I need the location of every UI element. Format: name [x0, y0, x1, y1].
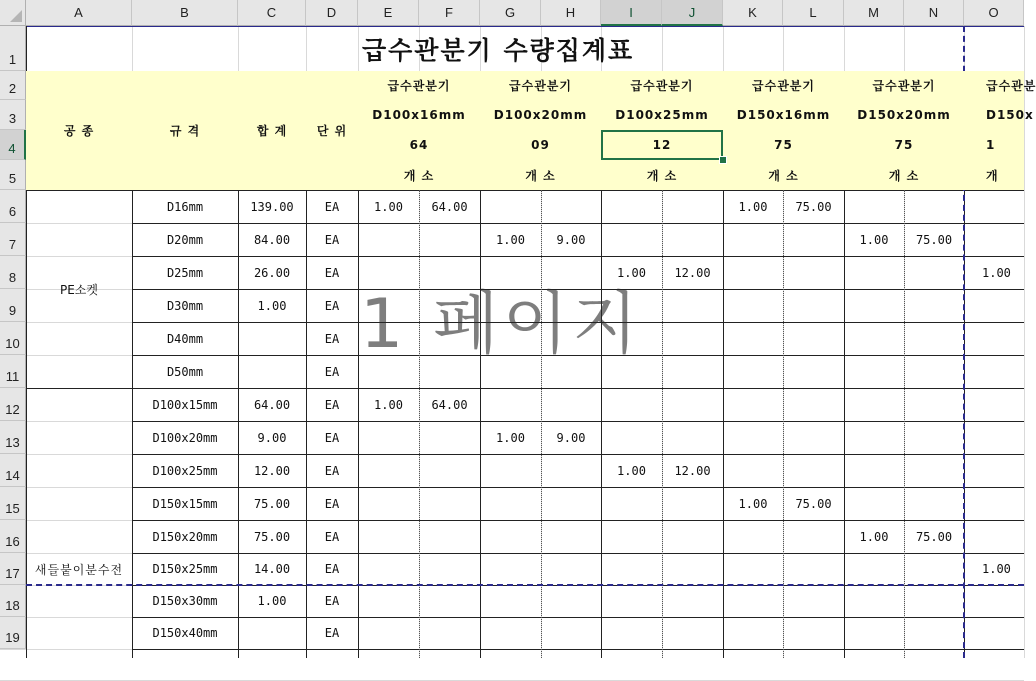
group-unit-2: 개 소 — [480, 160, 601, 190]
value-cell — [358, 617, 419, 649]
value-cell — [419, 421, 480, 454]
value-cell — [783, 388, 844, 421]
value-cell — [662, 223, 723, 256]
value-cell — [358, 223, 419, 256]
value-cell — [964, 520, 1024, 553]
spec-cell: D20mm — [166, 232, 204, 247]
value-cell — [964, 454, 1024, 487]
group-name-6: 급수관분 — [964, 71, 1024, 100]
row-header-14[interactable]: 14 — [0, 454, 26, 487]
value-cell — [601, 617, 662, 649]
value-cell — [419, 487, 480, 520]
group-unit-6: 개 — [964, 160, 1024, 190]
value-cell — [723, 289, 783, 322]
group-unit-3: 개 소 — [601, 160, 723, 190]
group-count-6: 1 — [964, 130, 1024, 160]
group-name-4: 급수관분기 — [723, 71, 844, 100]
value-cell — [419, 454, 480, 487]
value-cell — [904, 487, 964, 520]
value-cell: 75.00 — [915, 529, 953, 544]
value-cell — [541, 553, 601, 585]
value-cell — [844, 190, 904, 223]
value-cell — [358, 421, 419, 454]
column-header-N[interactable]: N — [904, 0, 964, 26]
value-cell — [964, 322, 1024, 355]
group-size-6: D150x — [964, 100, 1024, 130]
value-cell — [783, 585, 844, 617]
sheet-title: 급수관분기 수량집계표 — [362, 35, 635, 65]
value-cell — [783, 421, 844, 454]
total-cell: 139.00 — [250, 199, 294, 214]
value-cell — [904, 421, 964, 454]
spec-cell: D100x25mm — [152, 463, 218, 478]
group-name-1: 급수관분기 — [358, 71, 480, 100]
value-cell — [601, 585, 662, 617]
value-cell: 75.00 — [795, 496, 832, 511]
spec-cell: D25mm — [166, 265, 204, 280]
value-cell: 9.00 — [556, 430, 586, 445]
select-all-corner[interactable] — [0, 0, 26, 26]
group-count-5: 75 — [844, 130, 964, 160]
value-cell — [964, 585, 1024, 617]
group-count-4: 75 — [723, 130, 844, 160]
column-header-C[interactable]: C — [238, 0, 306, 26]
value-cell — [662, 190, 723, 223]
value-cell — [844, 388, 904, 421]
value-cell — [601, 190, 662, 223]
value-cell — [783, 289, 844, 322]
header-total: 합 계 — [238, 71, 306, 190]
row-header-17[interactable]: 17 — [0, 553, 26, 585]
column-header-E[interactable]: E — [358, 0, 419, 26]
value-cell — [662, 289, 723, 322]
value-cell — [844, 585, 904, 617]
spec-cell: D40mm — [166, 331, 204, 346]
value-cell: 75.00 — [795, 199, 832, 214]
spec-cell: D150x40mm — [152, 626, 218, 640]
column-header-B[interactable]: B — [132, 0, 238, 26]
value-cell — [358, 454, 419, 487]
value-cell — [783, 223, 844, 256]
value-cell: 75.00 — [915, 232, 953, 247]
value-cell — [783, 256, 844, 289]
row-header-5[interactable]: 5 — [0, 160, 26, 190]
value-cell — [480, 190, 541, 223]
group-unit-5: 개 소 — [844, 160, 964, 190]
value-cell — [541, 585, 601, 617]
spec-cell: D30mm — [166, 298, 204, 313]
group-name-2: 급수관분기 — [480, 71, 601, 100]
value-cell — [964, 487, 1024, 520]
page-watermark: 1 페이지 — [360, 285, 642, 364]
value-cell: 1.00 — [738, 496, 768, 511]
value-cell — [662, 421, 723, 454]
value-cell — [904, 553, 964, 585]
value-cell — [480, 454, 541, 487]
value-cell — [783, 520, 844, 553]
value-cell — [723, 520, 783, 553]
value-cell — [662, 487, 723, 520]
value-cell: 1.00 — [859, 529, 889, 544]
group-count-2: 09 — [480, 130, 601, 160]
value-cell — [904, 617, 964, 649]
value-cell — [419, 617, 480, 649]
row-header-12[interactable]: 12 — [0, 388, 26, 421]
value-cell — [723, 322, 783, 355]
value-cell — [662, 355, 723, 388]
total-cell: 75.00 — [253, 496, 291, 511]
value-cell — [541, 487, 601, 520]
value-cell — [844, 421, 904, 454]
column-header-M[interactable]: M — [844, 0, 904, 26]
value-cell — [601, 520, 662, 553]
value-cell: 1.00 — [738, 199, 768, 214]
total-cell — [238, 355, 306, 388]
unit-cell: EA — [324, 397, 340, 412]
value-cell — [662, 322, 723, 355]
column-header-L[interactable]: L — [783, 0, 844, 26]
value-cell — [358, 487, 419, 520]
value-cell: 1.00 — [859, 232, 889, 247]
value-cell — [964, 223, 1024, 256]
column-header-A[interactable]: A — [26, 0, 132, 26]
total-cell: 84.00 — [253, 232, 291, 247]
value-cell — [601, 388, 662, 421]
value-cell — [844, 454, 904, 487]
selection-fill-handle[interactable] — [719, 156, 727, 164]
value-cell — [904, 256, 964, 289]
group-count-3: 12 — [601, 130, 723, 160]
value-cell — [783, 617, 844, 649]
row-header-18[interactable]: 18 — [0, 585, 26, 617]
value-cell — [783, 355, 844, 388]
value-cell — [541, 454, 601, 487]
spec-cell: D100x15mm — [152, 397, 218, 412]
selection-box — [601, 130, 723, 160]
row-header-6[interactable]: 6 — [0, 190, 26, 223]
category-label: 새들붙이분수전 — [34, 562, 124, 577]
column-header-F[interactable]: F — [419, 0, 480, 26]
unit-cell: EA — [324, 298, 340, 313]
header-spec: 규 격 — [132, 71, 238, 190]
value-cell — [723, 617, 783, 649]
unit-cell: EA — [324, 463, 340, 478]
unit-cell: EA — [324, 364, 340, 379]
value-cell — [723, 585, 783, 617]
value-cell — [904, 322, 964, 355]
unit-cell: EA — [324, 265, 340, 280]
value-cell — [480, 388, 541, 421]
value-cell — [358, 585, 419, 617]
spec-cell: D150x25mm — [152, 562, 218, 576]
value-cell: 1.00 — [617, 463, 646, 478]
value-cell — [904, 388, 964, 421]
row-header-11[interactable]: 11 — [0, 355, 26, 388]
value-cell: 1.00 — [496, 430, 525, 445]
value-cell: 1.00 — [982, 265, 1011, 280]
row-header-1[interactable]: 1 — [0, 26, 26, 71]
value-cell — [964, 421, 1024, 454]
total-cell — [238, 617, 306, 649]
value-cell — [844, 322, 904, 355]
table-border — [26, 388, 132, 389]
value-cell — [723, 553, 783, 585]
column-header-J[interactable]: J — [662, 0, 723, 26]
value-cell: 64.00 — [431, 397, 468, 412]
column-header-I[interactable]: I — [601, 0, 662, 26]
value-cell — [964, 355, 1024, 388]
value-cell: 1.00 — [374, 199, 403, 214]
row-header-2[interactable]: 2 — [0, 71, 26, 100]
value-cell — [662, 520, 723, 553]
value-cell — [541, 388, 601, 421]
value-cell — [480, 487, 541, 520]
row-header-15[interactable]: 15 — [0, 487, 26, 520]
column-header-G[interactable]: G — [480, 0, 541, 26]
value-cell — [662, 388, 723, 421]
row-header-13[interactable]: 13 — [0, 421, 26, 454]
value-cell — [601, 487, 662, 520]
value-cell — [964, 289, 1024, 322]
column-header-K[interactable]: K — [723, 0, 783, 26]
value-cell: 1.00 — [982, 562, 1011, 576]
spec-cell: D150x15mm — [152, 496, 218, 511]
value-cell — [419, 520, 480, 553]
value-cell — [723, 421, 783, 454]
total-cell: 9.00 — [257, 430, 287, 445]
value-cell — [723, 256, 783, 289]
value-cell — [904, 454, 964, 487]
value-cell — [964, 388, 1024, 421]
row-header-8[interactable]: 8 — [0, 256, 26, 289]
value-cell — [723, 355, 783, 388]
value-cell: 9.00 — [556, 232, 586, 247]
group-size-4: D150x16mm — [723, 100, 844, 130]
value-cell — [904, 289, 964, 322]
total-cell: 1.00 — [257, 298, 287, 313]
row-header-3[interactable]: 3 — [0, 100, 26, 130]
value-cell — [541, 617, 601, 649]
row-header-16[interactable]: 16 — [0, 520, 26, 553]
group-count-1: 64 — [358, 130, 480, 160]
value-cell — [783, 454, 844, 487]
value-cell — [480, 553, 541, 585]
value-cell — [964, 190, 1024, 223]
header-unit: 단 위 — [306, 71, 358, 190]
group-size-5: D150x20mm — [844, 100, 964, 130]
total-cell: 26.00 — [253, 265, 291, 280]
spec-cell: D100x20mm — [152, 430, 218, 445]
category-label: PE소켓 — [59, 282, 98, 297]
column-header-O[interactable]: O — [964, 0, 1024, 26]
value-cell — [783, 553, 844, 585]
value-cell — [480, 585, 541, 617]
value-cell — [844, 617, 904, 649]
value-cell — [904, 190, 964, 223]
row-header-7[interactable]: 7 — [0, 223, 26, 256]
value-cell: 12.00 — [674, 265, 711, 280]
total-cell: 12.00 — [253, 463, 291, 478]
unit-cell: EA — [324, 199, 340, 214]
unit-cell: EA — [324, 562, 340, 576]
value-cell — [723, 388, 783, 421]
value-cell — [904, 585, 964, 617]
value-cell — [723, 223, 783, 256]
value-cell — [601, 223, 662, 256]
row-header-19[interactable]: 19 — [0, 617, 26, 649]
value-cell — [358, 520, 419, 553]
value-cell — [601, 421, 662, 454]
value-cell — [904, 355, 964, 388]
column-header-H[interactable]: H — [541, 0, 601, 26]
spec-cell: D150x20mm — [152, 529, 218, 544]
value-cell — [723, 454, 783, 487]
column-header-D[interactable]: D — [306, 0, 358, 26]
value-cell — [480, 520, 541, 553]
value-cell — [601, 553, 662, 585]
value-cell — [783, 322, 844, 355]
row-header-9[interactable]: 9 — [0, 289, 26, 322]
value-cell — [541, 520, 601, 553]
unit-cell: EA — [324, 529, 340, 544]
value-cell — [844, 487, 904, 520]
group-unit-1: 개 소 — [358, 160, 480, 190]
spec-cell: D16mm — [166, 199, 204, 214]
value-cell — [419, 223, 480, 256]
value-cell: 1.00 — [496, 232, 525, 247]
value-cell — [480, 617, 541, 649]
header-work-type: 공 종 — [26, 71, 132, 190]
value-cell — [419, 585, 480, 617]
value-cell — [964, 617, 1024, 649]
value-cell — [844, 553, 904, 585]
value-cell — [662, 585, 723, 617]
total-cell: 64.00 — [253, 397, 291, 412]
group-unit-4: 개 소 — [723, 160, 844, 190]
unit-cell: EA — [324, 232, 340, 247]
table-border — [132, 649, 1024, 650]
total-cell: 75.00 — [253, 529, 291, 544]
value-cell: 1.00 — [374, 397, 403, 412]
value-cell — [358, 553, 419, 585]
value-cell — [844, 256, 904, 289]
value-cell — [662, 617, 723, 649]
spec-cell: D150x30mm — [152, 594, 218, 608]
row-header-10[interactable]: 10 — [0, 322, 26, 355]
value-cell: 1.00 — [617, 265, 646, 280]
unit-cell: EA — [324, 496, 340, 511]
group-name-5: 급수관분기 — [844, 71, 964, 100]
value-cell — [662, 553, 723, 585]
group-size-3: D100x25mm — [601, 100, 723, 130]
group-size-1: D100x16mm — [358, 100, 480, 130]
row-header-4[interactable]: 4 — [0, 130, 26, 160]
value-cell — [844, 355, 904, 388]
value-cell — [541, 190, 601, 223]
unit-cell: EA — [324, 594, 340, 608]
unit-cell: EA — [324, 331, 340, 346]
value-cell: 12.00 — [674, 463, 711, 478]
group-name-3: 급수관분기 — [601, 71, 723, 100]
total-cell — [238, 322, 306, 355]
spec-cell: D50mm — [166, 364, 204, 379]
total-cell: 1.00 — [257, 594, 287, 608]
value-cell — [419, 553, 480, 585]
value-cell: 64.00 — [431, 199, 468, 214]
unit-cell: EA — [324, 430, 340, 445]
total-cell: 14.00 — [253, 562, 291, 576]
group-size-2: D100x20mm — [480, 100, 601, 130]
value-cell — [844, 289, 904, 322]
unit-cell: EA — [324, 626, 340, 640]
